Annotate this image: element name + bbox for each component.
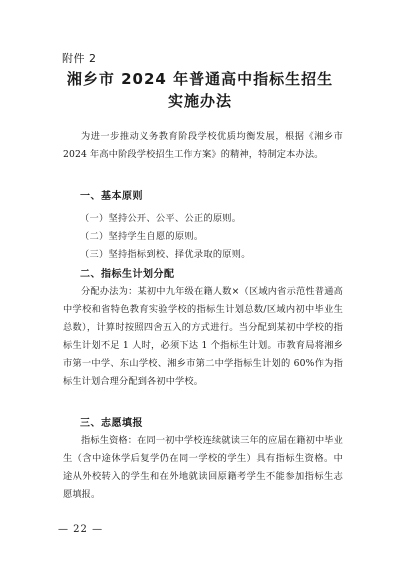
attachment-label: 附件 2 — [62, 52, 97, 65]
document-title-line1: 湘乡市 2024 年普通高中指标生招生 — [66, 70, 334, 88]
section3-heading: 三、志愿填报 — [80, 418, 143, 429]
section1-item-2: （二）坚持学生自愿的原则。 — [80, 231, 204, 242]
section1-heading: 一、基本原则 — [80, 191, 143, 202]
section1-item-1: （一）坚持公开、公平、公正的原则。 — [80, 213, 242, 224]
intro-paragraph: 为进一步推动义务教育阶段学校优质均衡发展，根据《湘乡市 2024 年高中阶段学校招生工作方案》的精神，特制定本办法。 — [63, 131, 343, 160]
section3-body: 指标生资格：在同一初中学校连续就读三年的应届在籍初中毕业生（含中途休学后复学仍在同一学校的学生）具有指标生资格。中途从外校转入的学生和在外地就读回原籍考学生不能参加指标生志愿填报。 — [63, 435, 343, 500]
page-number: — 22 — — [58, 524, 104, 535]
section1-item-3: （三）坚持指标到校、择优录取的原则。 — [80, 249, 251, 260]
section2-body: 分配办法为：某初中九年级在籍人数×（区域内省示范性普通高中学校和省特色教育实验学校的指标生计划总数/区域内初中毕业生总数），计算时按照四舍五入的方式进行。当分配到某初中学校的指标生计划不足 1 人时，必须下达 1 个指标生计划。市教育局将湘乡市第一中学、东山学校、湘乡市第二中学指标生计划的 60%作为指标生计划合理分配到各初中学校。 — [63, 286, 343, 387]
document-title-line2: 实施办法 — [167, 92, 232, 110]
section2-heading: 二、指标生计划分配 — [80, 269, 175, 280]
